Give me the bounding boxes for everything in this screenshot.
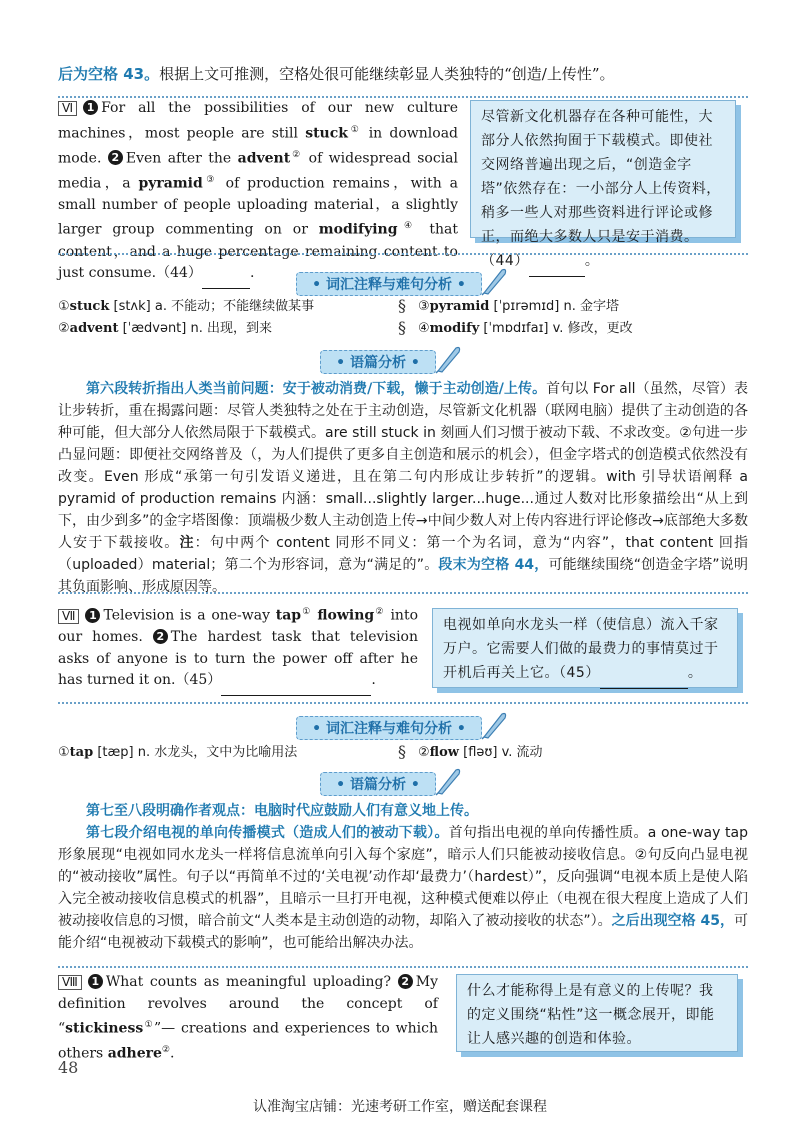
roman-numeral: Ⅷ <box>58 975 82 990</box>
sentence-number-2: 2 <box>398 974 413 989</box>
divider <box>58 253 748 255</box>
blank-hint: 之后出现空格 45， <box>611 913 734 929</box>
vocab-word: pyramid <box>138 175 203 192</box>
vocab-item: ②advent [ˈædvənt] n. 出现，到来 <box>58 321 272 336</box>
analysis-section-tag: • 语篇分析 • <box>320 350 436 374</box>
answer-blank-45[interactable] <box>221 673 371 696</box>
translation-blank-44[interactable] <box>529 252 585 277</box>
analysis-paragraph-6: 第六段转折指出人类当前问题：安于被动消费/下载，懒于主动创造/上传。首句以 For all（虽然，尽管）表让步转折，重在揭露问题：尽管人类独特之处在于主动创造，尽管新文化机器（联网电脑）提供了主动创造的各种可能，但大部分人依然局限于下载模式。are still stuck in 刻画人们习惯于被动下载、不求改变。②句进一步凸显问题：即便社交网络普及（，为人们提供了更多自主创造和展示的机会），但金字塔式的创造模式依然没有改变。Even 形成“承第一句引发语义递进，且在第二句内形成让步转折”的逻辑。with 引导状语阐释 a pyramid of production remains 内涵：small...slightly larger...huge...通过人数对比形象描绘出“从上到下，由少到多”的金字塔图像：顶端极少数人主动创造上传→中间少数人对上传内容进行评论修改→底部绝大多数人安于下载接收。注：句中两个 content 同形不同义：第一个为名词，意为“内容”，that content 回指（uploaded）material；第二个为形容词，意为“满足的”。段末为空格 44，可能继续围绕“创造金字塔”说明其负面影响、形成原因等。 <box>58 381 749 595</box>
vocab-item: ②flow [fləʊ] v. 流动 <box>418 745 543 760</box>
translation-box-6: 尽管新文化机器存在各种可能性，大部分人依然拘囿于下载模式。即使社交网络普遍出现之后，“创造金字塔”依然存在：一小部分人上传资料，稍多一些人对那些资料进行评论或修正，而绝大多数人只是安于消费。（44） 。 <box>470 100 736 238</box>
roman-numeral: Ⅶ <box>58 609 79 624</box>
section-divider-mark: § <box>398 742 406 761</box>
analysis-lead: 第六段转折指出人类当前问题：安于被动消费/下载，懒于主动创造/上传。 <box>86 381 547 397</box>
vocab-item: ①tap [tæp] n. 水龙头，文中为比喻用法 <box>58 745 298 760</box>
vocab-word: stickiness <box>65 1020 144 1037</box>
translation-box-8: 什么才能称得上是有意义的上传呢？我的定义围绕“粘性”这一概念展开，即能让人感兴趣的创造和体验。 <box>456 974 738 1052</box>
quill-pen-icon <box>434 344 462 374</box>
answer-blank-44[interactable] <box>202 266 250 289</box>
roman-numeral: Ⅵ <box>58 101 77 116</box>
analysis-section-tag: • 语篇分析 • <box>320 772 436 796</box>
quill-pen-icon <box>480 266 508 296</box>
divider <box>58 592 748 594</box>
blank-hint: 段末为空格 44， <box>438 557 549 573</box>
vocab-section-tag: • 词汇注释与难句分析 • <box>296 272 482 296</box>
paragraph-7-english: Ⅶ 1 Television is a one-way tap① flowing② into our homes. 2 The hardest task that television asks of anyone is to turn the power off after he has turned it on.（45） . <box>58 602 418 696</box>
analysis-paragraph-7: 第七至八段明确作者观点：电脑时代应鼓励人们有意义地上传。 第七段介绍电视的单向传播模式（造成人们的被动下载）。首句指出电视的单向传播性质。a one-way tap 形象展现“电视如同水龙头一样将信息流单向引入每个家庭”，暗示人们只能被动接收信息。②句反向凸显电视的“被动接收”属性。句子以“再简单不过的‘关电视’动作却‘最费力’（hardest）”，反向强调“电视本质上是使人陷入完全被动接收信息模式的机器”，且暗示一旦打开电视，这种模式便难以停止（电视在很大程度上造成了人们被动接收信息的习惯，暗合前文“人类本是主动创造的动物，却陷入了被动接收的状态”）。之后出现空格 45，可能介绍“电视被动下载模式的影响”，也可能给出解决办法。 <box>58 803 749 951</box>
vocab-item: ③pyramid [ˈpɪrəmɪd] n. 金字塔 <box>418 299 620 314</box>
paragraph-8-english: Ⅷ 1 What counts as meaningful uploading? 2 My definition revolves around the concept of “stickiness①”— creations and experiences to which others adhere②. <box>58 974 438 1062</box>
vocab-word: stuck <box>305 125 348 142</box>
vocab-item: ④modify [ˈmɒdɪfaɪ] v. 修改，更改 <box>418 321 633 336</box>
top-highlight: 后为空格 43。 <box>58 65 160 83</box>
analysis-heading: 第七至八段明确作者观点：电脑时代应鼓励人们有意义地上传。 <box>86 803 478 819</box>
quill-pen-icon <box>480 710 508 740</box>
translation-blank-45[interactable] <box>600 664 688 689</box>
divider <box>58 966 748 968</box>
vocab-word: tap <box>275 607 302 624</box>
paragraph-6-english: Ⅵ 1 For all the possibilities of our new culture machines，most people are still stuck① in download mode. 2 Even after the advent② of widespread social media，a pyramid③ of production remains，with a small number of people uploading material，a slightly larger group commenting on or modifying④ that content，and a huge percentage remaining content to just consume.（44） . <box>58 98 458 289</box>
vocab-word: modifying <box>318 222 398 239</box>
sentence-number-1: 1 <box>83 100 98 115</box>
vocab-word: flowing <box>317 607 375 624</box>
section-divider-mark: § <box>398 318 406 337</box>
page-number: 48 <box>58 1058 79 1077</box>
analysis-lead: 第七段介绍电视的单向传播模式（造成人们的被动下载）。 <box>86 825 449 841</box>
top-line <box>58 64 748 84</box>
vocab-item: ①stuck [stʌk] a. 不能动；不能继续做某事 <box>58 299 315 314</box>
sentence-number-1: 1 <box>88 974 103 989</box>
sentence-number-2: 2 <box>153 629 168 644</box>
sentence-number-1: 1 <box>85 608 100 623</box>
sentence-number-2: 2 <box>108 150 123 165</box>
quill-pen-icon <box>434 766 462 796</box>
footer-note: 认准淘宝店铺：光速考研工作室，赠送配套课程 <box>253 1099 547 1115</box>
vocab-word: advent <box>237 150 291 167</box>
top-text: 根据上文可推测，空格处很可能继续彰显人类独特的“创造/上传性”。 <box>159 65 615 83</box>
translation-box-7: 电视如单向水龙头一样（使信息）流入千家万户。它需要人们做的最费力的事情莫过于开机后再关上它。（45） 。 <box>432 608 738 688</box>
divider <box>58 702 748 704</box>
vocab-word: adhere <box>107 1045 162 1062</box>
section-divider-mark: § <box>398 296 406 315</box>
vocab-section-tag: • 词汇注释与难句分析 • <box>296 716 482 740</box>
